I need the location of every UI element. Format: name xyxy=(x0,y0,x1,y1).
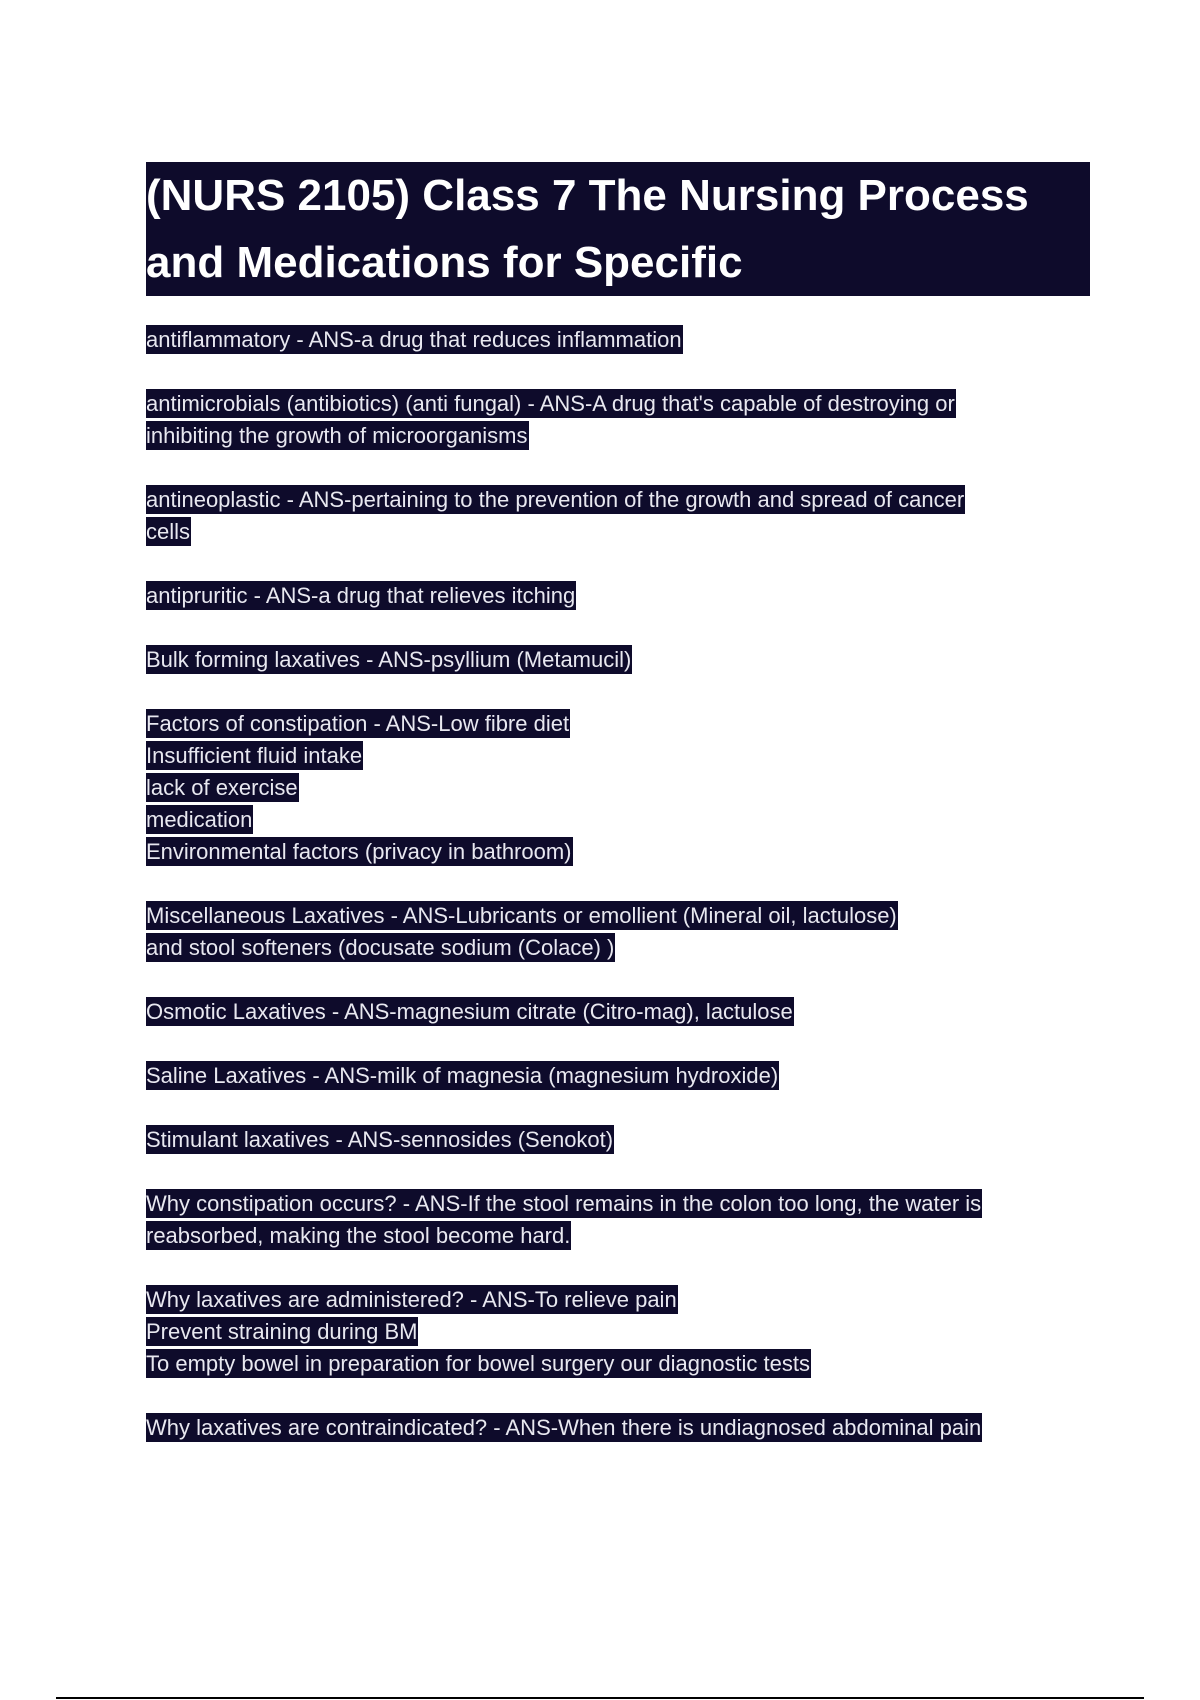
highlighted-text: Saline Laxatives - ANS-milk of magnesia (magnesium hydroxide) xyxy=(146,1063,779,1088)
highlighted-text: and stool softeners (docusate sodium (Colace) ) xyxy=(146,935,615,960)
highlighted-text: medication xyxy=(146,807,253,832)
entry-line xyxy=(146,1124,1086,1156)
flashcard-entry xyxy=(146,324,1086,356)
highlighted-text: inhibiting the growth of microorganisms xyxy=(146,423,528,448)
highlighted-text: Bulk forming laxatives - ANS-psyllium (Metamucil) xyxy=(146,647,632,672)
entry-line xyxy=(146,388,1086,420)
entry-line xyxy=(146,1316,1086,1348)
entry-line xyxy=(146,324,1086,356)
highlighted-text: antipruritic - ANS-a drug that relieves itching xyxy=(146,583,576,608)
highlighted-text: Why constipation occurs? - ANS-If the stool remains in the colon too long, the water is xyxy=(146,1191,982,1216)
highlighted-text: antimicrobials (antibiotics) (anti fungal) - ANS-A drug that's capable of destroying or xyxy=(146,391,955,416)
highlighted-text: cells xyxy=(146,519,191,544)
entry-line xyxy=(146,740,1086,772)
title-line-2: and Medications for Specific xyxy=(146,238,743,287)
entry-line xyxy=(146,900,1086,932)
entry-line xyxy=(146,516,1086,548)
highlighted-text: Miscellaneous Laxatives - ANS-Lubricants or emollient (Mineral oil, lactulose) xyxy=(146,903,897,928)
entry-line xyxy=(146,1220,1086,1252)
flashcard-entry xyxy=(146,580,1086,612)
entry-line xyxy=(146,836,1086,868)
flashcard-list xyxy=(146,324,1086,1476)
flashcard-entry xyxy=(146,644,1086,676)
highlighted-text: Insufficient fluid intake xyxy=(146,743,363,768)
highlighted-text: To empty bowel in preparation for bowel surgery our diagnostic tests xyxy=(146,1351,811,1376)
flashcard-entry xyxy=(146,1188,1086,1252)
flashcard-entry xyxy=(146,900,1086,964)
highlighted-text: lack of exercise xyxy=(146,775,298,800)
document-title xyxy=(146,162,1090,296)
highlighted-text: reabsorbed, making the stool become hard. xyxy=(146,1223,571,1248)
entry-line xyxy=(146,708,1086,740)
flashcard-entry xyxy=(146,1060,1086,1092)
entry-line xyxy=(146,996,1086,1028)
flashcard-entry xyxy=(146,484,1086,548)
flashcard-entry xyxy=(146,1284,1086,1380)
footer-divider xyxy=(56,1697,1144,1699)
entry-line xyxy=(146,1284,1086,1316)
title-line-1: (NURS 2105) Class 7 The Nursing Process xyxy=(146,171,1029,220)
entry-line xyxy=(146,1188,1086,1220)
highlighted-text: Factors of constipation - ANS-Low fibre diet xyxy=(146,711,570,736)
entry-line xyxy=(146,1412,1086,1444)
flashcard-entry xyxy=(146,1124,1086,1156)
entry-line xyxy=(146,484,1086,516)
highlighted-text: Why laxatives are administered? - ANS-To relieve pain xyxy=(146,1287,677,1312)
entry-line xyxy=(146,1060,1086,1092)
highlighted-text: antiflammatory - ANS-a drug that reduces inflammation xyxy=(146,327,682,352)
flashcard-entry xyxy=(146,388,1086,452)
flashcard-entry xyxy=(146,1412,1086,1444)
highlighted-text: Stimulant laxatives - ANS-sennosides (Senokot) xyxy=(146,1127,614,1152)
entry-line xyxy=(146,644,1086,676)
highlighted-text: Environmental factors (privacy in bathroom) xyxy=(146,839,572,864)
entry-line xyxy=(146,1348,1086,1380)
flashcard-entry xyxy=(146,996,1086,1028)
highlighted-text: Prevent straining during BM xyxy=(146,1319,418,1344)
highlighted-text: antineoplastic - ANS-pertaining to the prevention of the growth and spread of cancer xyxy=(146,487,965,512)
entry-line xyxy=(146,772,1086,804)
highlighted-text: Why laxatives are contraindicated? - ANS-When there is undiagnosed abdominal pain xyxy=(146,1415,982,1440)
highlighted-text: Osmotic Laxatives - ANS-magnesium citrate (Citro-mag), lactulose xyxy=(146,999,793,1024)
entry-line xyxy=(146,804,1086,836)
entry-line xyxy=(146,420,1086,452)
entry-line xyxy=(146,580,1086,612)
entry-line xyxy=(146,932,1086,964)
flashcard-entry xyxy=(146,708,1086,868)
